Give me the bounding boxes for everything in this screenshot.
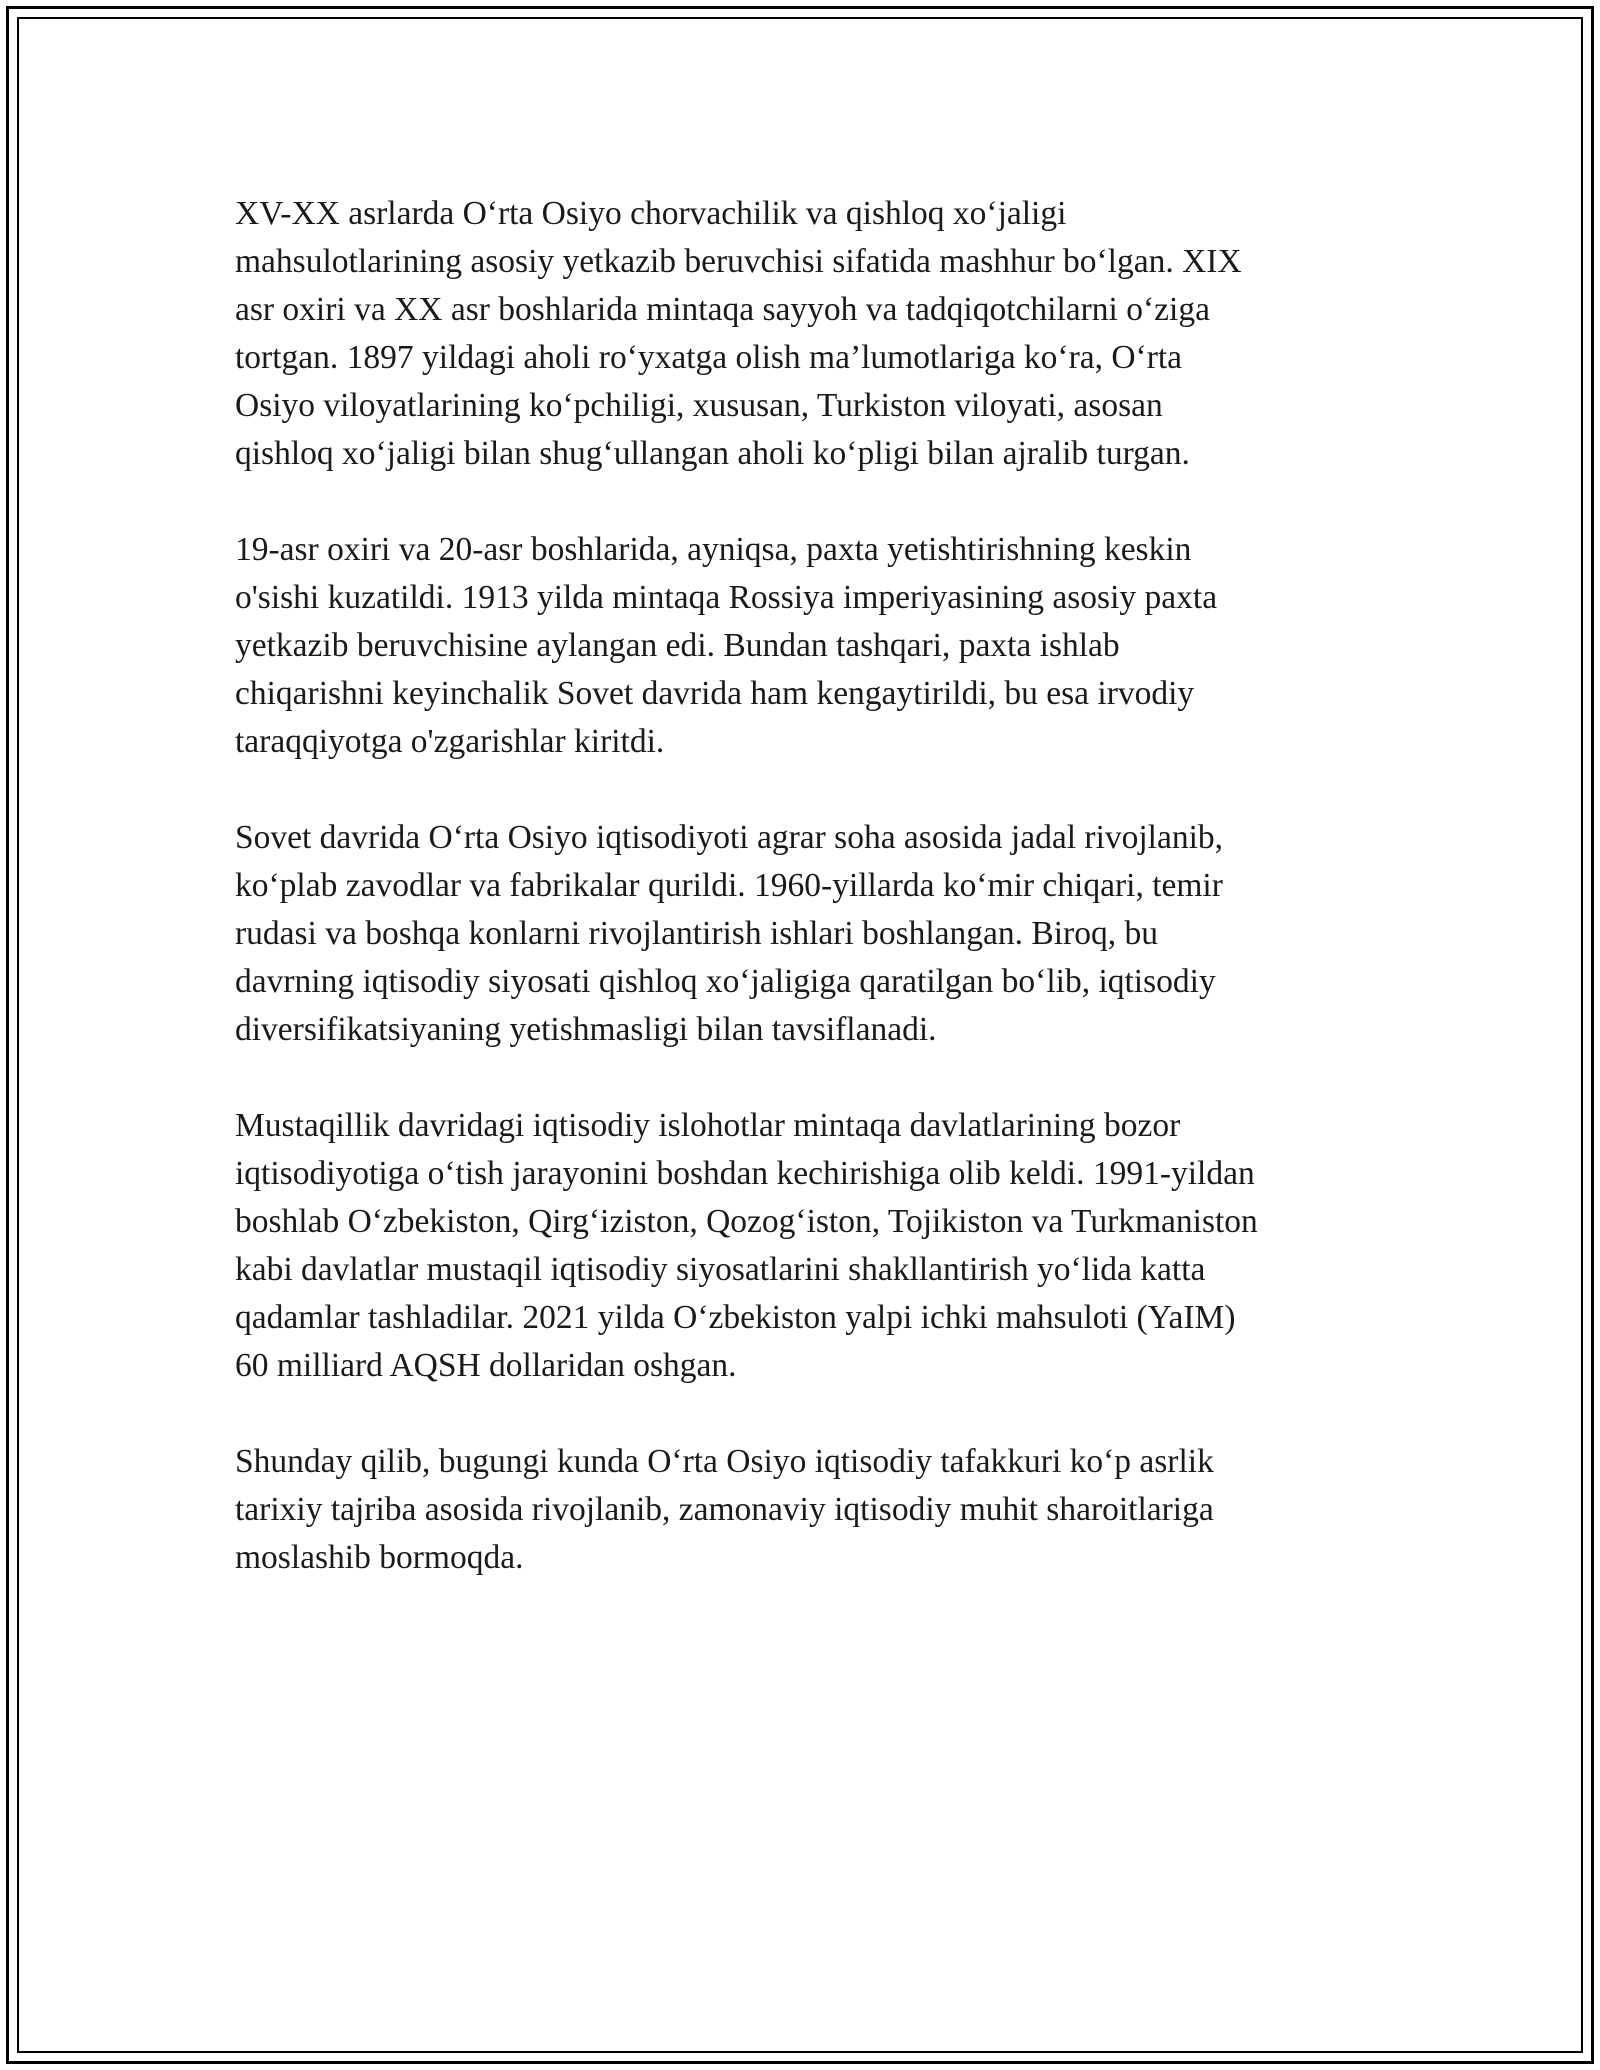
text-line: kabi davlatlar mustaqil iqtisodiy siyosatlarini shakllantirish yo‘lida katta: [235, 1251, 1206, 1288]
text-line: boshlab O‘zbekiston, Qirg‘iziston, Qozog‘iston, Tojikiston va Turkmaniston: [235, 1203, 1258, 1240]
text-line: Shunday qilib, bugungi kunda O‘rta Osiyo iqtisodiy tafakkuri ko‘p asrlik: [235, 1443, 1214, 1480]
text-line: 19-asr oxiri va 20-asr boshlarida, ayniqsa, paxta yetishtirishning keskin: [235, 531, 1192, 568]
text-line: 60 milliard AQSH dollaridan oshgan.: [235, 1347, 737, 1384]
paragraph-4: [235, 1102, 1375, 1390]
document-body: [235, 190, 1375, 1630]
text-line: asr oxiri va XX asr boshlarida mintaqa sayyoh va tadqiqotchilarni o‘ziga: [235, 291, 1210, 328]
paragraph-5: [235, 1438, 1375, 1582]
text-line: tortgan. 1897 yildagi aholi ro‘yxatga olish ma’lumotlariga ko‘ra, O‘rta: [235, 339, 1183, 376]
text-line: iqtisodiyotiga o‘tish jarayonini boshdan kechirishiga olib keldi. 1991-yildan: [235, 1155, 1255, 1192]
text-line: o'sishi kuzatildi. 1913 yilda mintaqa Rossiya imperiyasining asosiy paxta: [235, 579, 1218, 616]
text-line: Sovet davrida O‘rta Osiyo iqtisodiyoti agrar soha asosida jadal rivojlanib,: [235, 819, 1224, 856]
text-line: tarixiy tajriba asosida rivojlanib, zamonaviy iqtisodiy muhit sharoitlariga: [235, 1491, 1214, 1528]
text-line: mahsulotlarining asosiy yetkazib beruvchisi sifatida mashhur bo‘lgan. XIX: [235, 243, 1242, 280]
text-line: yetkazib beruvchisine aylangan edi. Bundan tashqari, paxta ishlab: [235, 627, 1120, 664]
text-line: XV-XX asrlarda O‘rta Osiyo chorvachilik va qishloq xo‘jaligi: [235, 195, 1067, 232]
text-line: chiqarishni keyinchalik Sovet davrida ham kengaytirildi, bu esa irvodiy: [235, 675, 1195, 712]
text-line: moslashib bormoqda.: [235, 1539, 524, 1576]
text-line: davrning iqtisodiy siyosati qishloq xo‘jaligiga qaratilgan bo‘lib, iqtisodiy: [235, 963, 1216, 1000]
paragraph-1: [235, 190, 1375, 478]
text-line: ko‘plab zavodlar va fabrikalar qurildi. 1960-yillarda ko‘mir chiqari, temir: [235, 867, 1223, 904]
text-line: rudasi va boshqa konlarni rivojlantirish ishlari boshlangan. Biroq, bu: [235, 915, 1158, 952]
text-line: qishloq xo‘jaligi bilan shug‘ullangan aholi ko‘pligi bilan ajralib turgan.: [235, 435, 1190, 472]
text-line: qadamlar tashladilar. 2021 yilda O‘zbekiston yalpi ichki mahsuloti (YaIM): [235, 1299, 1236, 1336]
paragraph-2: [235, 526, 1375, 766]
paragraph-3: [235, 814, 1375, 1054]
text-line: diversifikatsiyaning yetishmasligi bilan tavsiflanadi.: [235, 1011, 937, 1048]
text-line: Mustaqillik davridagi iqtisodiy islohotlar mintaqa davlatlarining bozor: [235, 1107, 1181, 1144]
text-line: Osiyo viloyatlarining ko‘pchiligi, xususan, Turkiston viloyati, asosan: [235, 387, 1163, 424]
text-line: taraqqiyotga o'zgarishlar kiritdi.: [235, 723, 665, 760]
